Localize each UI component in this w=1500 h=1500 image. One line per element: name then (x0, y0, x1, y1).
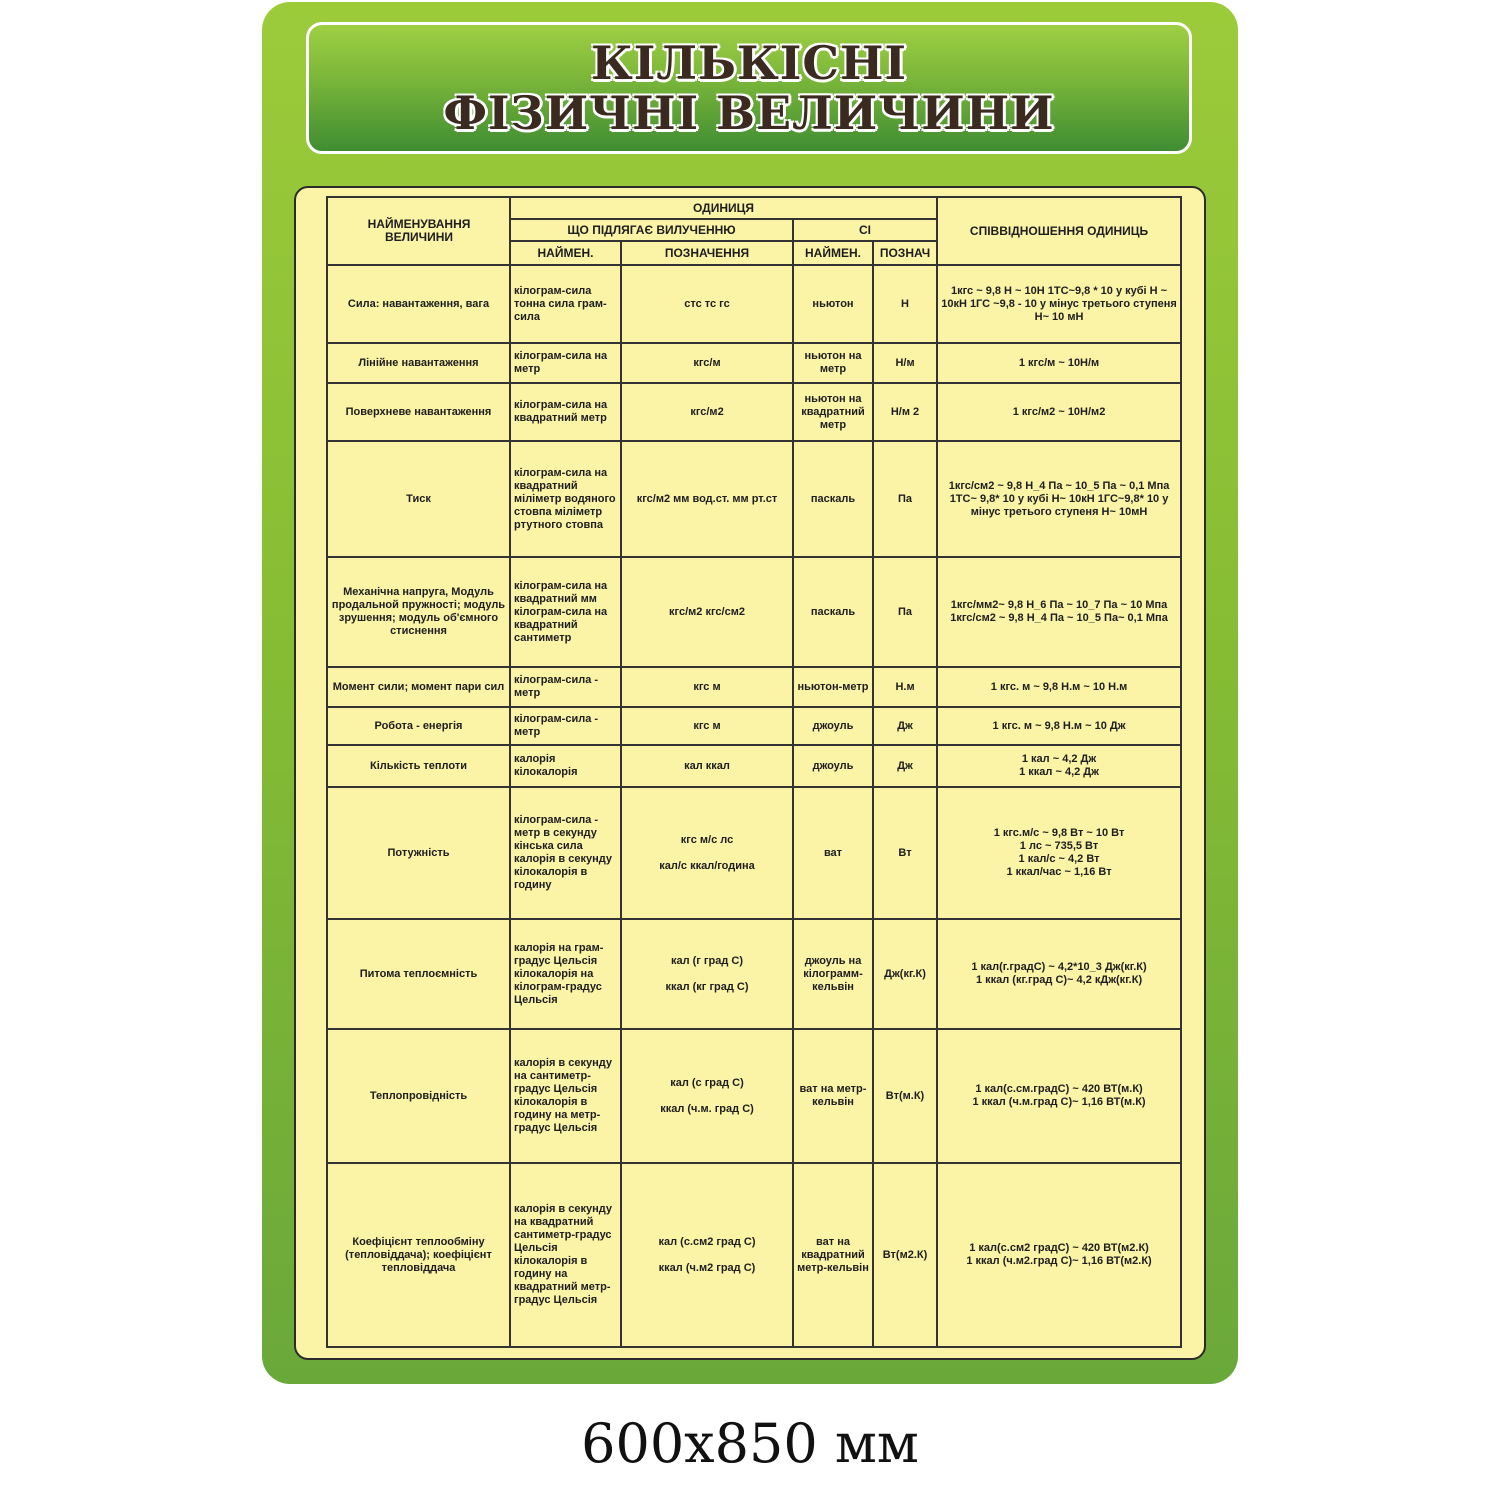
header-old-symbol: ПОЗНАЧЕННЯ (621, 241, 793, 265)
table-row (327, 383, 1181, 441)
table-row (327, 441, 1181, 557)
si-unit-name: джоуль (793, 707, 873, 745)
unit-ratio: 1 кгс/м ~ 10Н/м (937, 343, 1181, 383)
header-ratio: СПІВВІДНОШЕННЯ ОДИНИЦЬ (937, 197, 1181, 265)
table-row (327, 745, 1181, 787)
old-unit-name: калорія кілокалорія (510, 745, 621, 787)
old-unit-name: кілограм-сила на квадратний мм кілограм-сила на квадратний сантиметр (510, 557, 621, 667)
si-unit-name: ват на квадратний метр-кельвін (793, 1163, 873, 1347)
old-unit-symbol: кал ккал (621, 745, 793, 787)
unit-ratio: 1кгс/см2 ~ 9,8 Н_4 Па ~ 10_5 Па ~ 0,1 Мпа 1ТС~ 9,8* 10 у кубі Н~ 10кН 1ГС~9,8* 10 у мінус третього ступеня Н~ 10мН (937, 441, 1181, 557)
old-unit-symbol: кгс/м2 мм вод.ст. мм рт.ст (621, 441, 793, 557)
old-unit-symbol: кгс/м2 кгс/см2 (621, 557, 793, 667)
si-unit-symbol: Н (873, 265, 937, 343)
header-si: СІ (793, 219, 937, 241)
quantity-name: Кількість теплоти (327, 745, 510, 787)
header-si-name: НАЙМЕН. (793, 241, 873, 265)
old-unit-name: кілограм-сила - метр в секунду кінська сила калорія в секунду кілокалорія в годину (510, 787, 621, 919)
quantity-name: Механічна напруга, Модуль продальной пружності; модуль зрушення; модуль об'ємного стиснення (327, 557, 510, 667)
table-row (327, 1163, 1181, 1347)
si-unit-name: джоуль на кілограмм-кельвін (793, 919, 873, 1029)
old-unit-name: кілограм-сила тонна сила грам-сила (510, 265, 621, 343)
table-row (327, 787, 1181, 919)
si-unit-name: ньютон (793, 265, 873, 343)
old-unit-symbol: кгс м (621, 707, 793, 745)
quantity-name: Коефіцієнт теплообміну (тепловіддача); коефіцієнт тепловіддача (327, 1163, 510, 1347)
table-row (327, 1029, 1181, 1163)
unit-ratio: 1 кгс. м ~ 9,8 Н.м ~ 10 Н.м (937, 667, 1181, 707)
unit-ratio: 1 кал(г.градС) ~ 4,2*10_3 Дж(кг.К) 1 ккал (кг.град С)~ 4,2 кДж(кг.К) (937, 919, 1181, 1029)
si-unit-name: ньютон на метр (793, 343, 873, 383)
old-unit-symbol: кгс м (621, 667, 793, 707)
header-unit: ОДИНИЦЯ (510, 197, 937, 219)
old-unit-symbol: кал (с.см2 град С) ккал (ч.м2 град С) (621, 1163, 793, 1347)
size-label: 600x850 мм (581, 1412, 919, 1475)
old-unit-name: калорія на грам-градус Цельсія кілокалорія на кілограм-градус Цельсія (510, 919, 621, 1029)
old-unit-name: кілограм-сила - метр (510, 707, 621, 745)
quantity-name: Поверхневе навантаження (327, 383, 510, 441)
unit-ratio: 1кгс ~ 9,8 Н ~ 10Н 1ТС~9,8 * 10 у кубі Н ~ 10кН 1ГС ~9,8 - 10 у мінус третього ступеня Н~ 10 мН (937, 265, 1181, 343)
si-unit-name: ньютон-метр (793, 667, 873, 707)
old-unit-symbol: стс тс гс (621, 265, 793, 343)
quantity-name: Потужність (327, 787, 510, 919)
si-unit-symbol: Дж (873, 745, 937, 787)
quantities-table (326, 196, 1182, 1348)
si-unit-symbol: Вт(м2.К) (873, 1163, 937, 1347)
si-unit-name: паскаль (793, 441, 873, 557)
unit-ratio: 1 кал ~ 4,2 Дж 1 ккал ~ 4,2 Дж (937, 745, 1181, 787)
unit-ratio: 1 кгс. м ~ 9,8 Н.м ~ 10 Дж (937, 707, 1181, 745)
unit-ratio: 1 кгс/м2 ~ 10Н/м2 (937, 383, 1181, 441)
unit-ratio: 1 кал(с.см.градС) ~ 420 ВТ(м.К) 1 ккал (ч.м.град С)~ 1,16 ВТ(м.К) (937, 1029, 1181, 1163)
si-unit-symbol: Н/м (873, 343, 937, 383)
quantity-name: Лінійне навантаження (327, 343, 510, 383)
quantity-name: Момент сили; момент пари сил (327, 667, 510, 707)
si-unit-symbol: Дж(кг.К) (873, 919, 937, 1029)
old-unit-name: кілограм-сила на квадратний метр (510, 383, 621, 441)
quantity-name: Робота - енергія (327, 707, 510, 745)
header-old-name: НАЙМЕН. (510, 241, 621, 265)
si-unit-symbol: Н/м 2 (873, 383, 937, 441)
title-banner (306, 22, 1192, 154)
table-row (327, 667, 1181, 707)
si-unit-symbol: Па (873, 557, 937, 667)
quantity-name: Питома теплоємність (327, 919, 510, 1029)
old-unit-name: кілограм-сила - метр (510, 667, 621, 707)
old-unit-name: калорія в секунду на сантиметр-градус Цельсія кілокалорія в годину на метр-градус Цельсія (510, 1029, 621, 1163)
old-unit-name: кілограм-сила на метр (510, 343, 621, 383)
quantity-name: Сила: навантаження, вага (327, 265, 510, 343)
quantity-name: Тиск (327, 441, 510, 557)
old-unit-symbol: кгс/м2 (621, 383, 793, 441)
old-unit-symbol: кгс м/с лс кал/с ккал/година (621, 787, 793, 919)
unit-ratio: 1 кал(с.см2 градС) ~ 420 ВТ(м2.К) 1 ккал (ч.м2.град С)~ 1,16 ВТ(м2.К) (937, 1163, 1181, 1347)
table-row (327, 919, 1181, 1029)
table-row (327, 707, 1181, 745)
title-line-1: КІЛЬКІСНІ (591, 36, 907, 90)
table-row (327, 343, 1181, 383)
table-row (327, 557, 1181, 667)
old-unit-name: кілограм-сила на квадратний міліметр водяного стовпа міліметр ртутного стовпа (510, 441, 621, 557)
old-unit-symbol: кгс/м (621, 343, 793, 383)
si-unit-symbol: Дж (873, 707, 937, 745)
si-unit-name: джоуль (793, 745, 873, 787)
si-unit-symbol: Н.м (873, 667, 937, 707)
unit-ratio: 1 кгс.м/с ~ 9,8 Вт ~ 10 Вт 1 лс ~ 735,5 Вт 1 кал/с ~ 4,2 Вт 1 ккал/час ~ 1,16 Вт (937, 787, 1181, 919)
si-unit-name: ват на метр-кельвін (793, 1029, 873, 1163)
old-unit-symbol: кал (с град С) ккал (ч.м. град С) (621, 1029, 793, 1163)
header-withdrawn: ЩО ПІДЛЯГАЄ ВИЛУЧЕННЮ (510, 219, 793, 241)
quantity-name: Теплопровідність (327, 1029, 510, 1163)
old-unit-symbol: кал (г град С) ккал (кг град С) (621, 919, 793, 1029)
si-unit-symbol: Вт(м.К) (873, 1029, 937, 1163)
si-unit-name: ньютон на квадратний метр (793, 383, 873, 441)
si-unit-name: ват (793, 787, 873, 919)
si-unit-symbol: Вт (873, 787, 937, 919)
si-unit-name: паскаль (793, 557, 873, 667)
old-unit-name: калорія в секунду на квадратний сантиметр-градус Цельсія кілокалорія в годину на квадратний метр-градус Цельсія (510, 1163, 621, 1347)
header-si-symbol: ПОЗНАЧ (873, 241, 937, 265)
si-unit-symbol: Па (873, 441, 937, 557)
title-line-2: ФІЗИЧНІ ВЕЛИЧИНИ (443, 86, 1055, 140)
header-name: НАЙМЕНУВАННЯ ВЕЛИЧИНИ (327, 197, 510, 265)
unit-ratio: 1кгс/мм2~ 9,8 Н_6 Па ~ 10_7 Па ~ 10 Мпа 1кгс/см2 ~ 9,8 Н_4 Па ~ 10_5 Па~ 0,1 Мпа (937, 557, 1181, 667)
table-row (327, 265, 1181, 343)
